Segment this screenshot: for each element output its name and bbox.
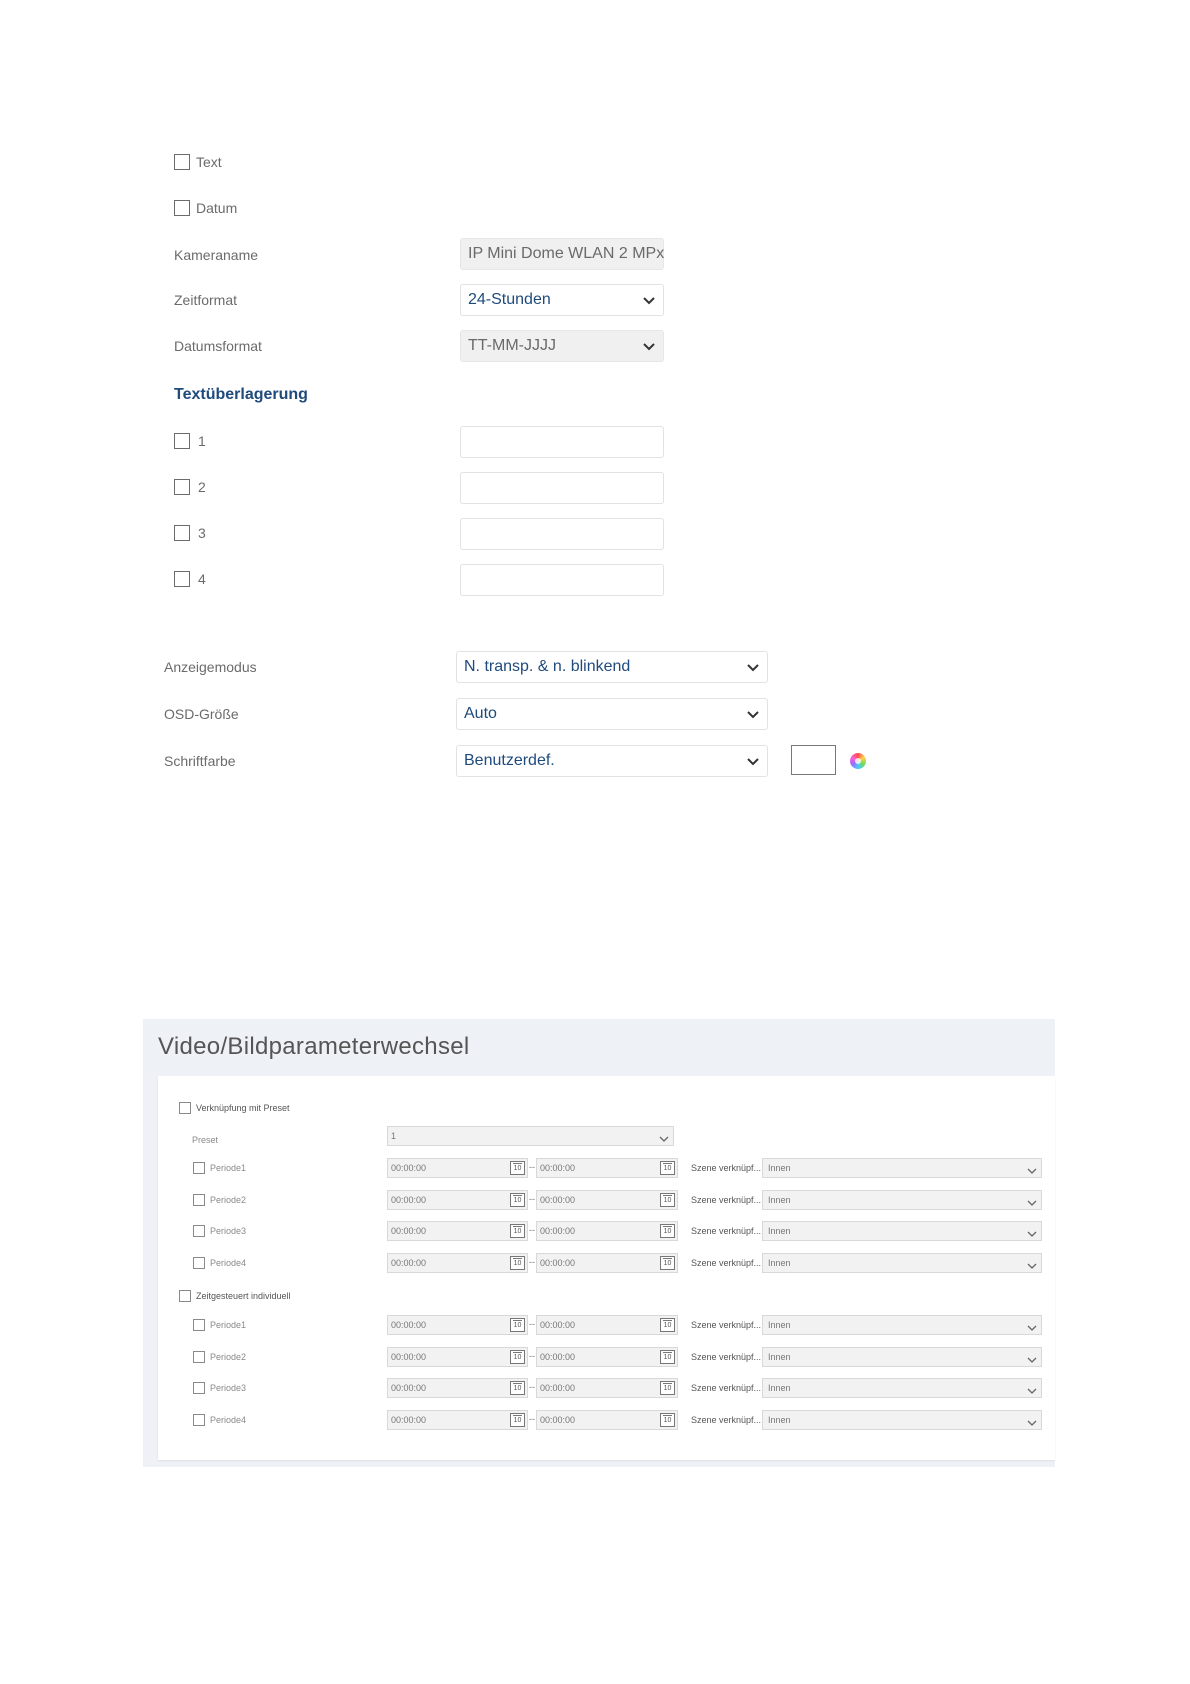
chevron-down-icon <box>1027 1258 1037 1268</box>
scene-link-label: Szene verknüpf... <box>691 1352 762 1362</box>
calendar-icon[interactable]: 10 <box>510 1318 525 1332</box>
period-label: Periode3 <box>210 1383 247 1393</box>
period-start-input[interactable] <box>387 1190 528 1210</box>
chevron-down-icon <box>1027 1352 1037 1362</box>
scene-value: Innen <box>768 1258 791 1268</box>
calendar-icon[interactable]: 10 <box>510 1256 525 1270</box>
period-start-input[interactable] <box>387 1378 528 1398</box>
scene-link-label: Szene verknüpf... <box>691 1195 762 1205</box>
period-end-input[interactable] <box>536 1315 678 1335</box>
overlay-4-checkbox[interactable] <box>174 571 190 587</box>
schriftfarbe-value: Benutzerdef. <box>464 752 555 769</box>
period-start-value: 00:00:00 <box>391 1415 427 1425</box>
chevron-down-icon <box>1027 1163 1037 1173</box>
period-end-value: 00:00:00 <box>540 1320 576 1330</box>
period-end-value: 00:00:00 <box>540 1163 576 1173</box>
schriftfarbe-select[interactable] <box>456 745 768 777</box>
datumsformat-value: TT-MM-JJJJ <box>468 337 556 354</box>
range-dash: -- <box>529 1194 535 1204</box>
chevron-down-icon <box>1027 1383 1037 1393</box>
scene-select[interactable] <box>762 1347 1042 1367</box>
scene-value: Innen <box>768 1320 791 1330</box>
scene-select[interactable] <box>762 1315 1042 1335</box>
chevron-down-icon <box>642 294 656 308</box>
period-start-input[interactable] <box>387 1221 528 1241</box>
chevron-down-icon <box>746 755 760 769</box>
calendar-icon[interactable]: 10 <box>510 1350 525 1364</box>
calendar-icon[interactable]: 10 <box>660 1224 675 1238</box>
period-checkbox[interactable] <box>193 1382 205 1394</box>
period-end-value: 00:00:00 <box>540 1383 576 1393</box>
period-start-value: 00:00:00 <box>391 1258 427 1268</box>
scene-link-label: Szene verknüpf... <box>691 1226 762 1236</box>
period-start-value: 00:00:00 <box>391 1163 427 1173</box>
range-dash: -- <box>529 1319 535 1329</box>
scene-value: Innen <box>768 1226 791 1236</box>
period-end-value: 00:00:00 <box>540 1258 576 1268</box>
preset-link-checkbox[interactable] <box>179 1102 191 1114</box>
color-swatch[interactable] <box>791 745 836 775</box>
section-title-textueberlagerung: Textüberlagerung <box>174 386 308 403</box>
scene-link-label: Szene verknüpf... <box>691 1415 762 1425</box>
scene-link-label: Szene verknüpf... <box>691 1383 762 1393</box>
chevron-down-icon <box>746 661 760 675</box>
calendar-icon[interactable]: 10 <box>510 1413 525 1427</box>
calendar-icon[interactable]: 10 <box>510 1161 525 1175</box>
text-label: Text <box>196 154 222 170</box>
chevron-down-icon <box>1027 1320 1037 1330</box>
period-start-input[interactable] <box>387 1253 528 1273</box>
period-checkbox[interactable] <box>193 1194 205 1206</box>
period-start-input[interactable] <box>387 1347 528 1367</box>
overlay-2-label: 2 <box>198 479 206 495</box>
period-label: Periode1 <box>210 1320 247 1330</box>
period-start-value: 00:00:00 <box>391 1352 427 1362</box>
period-end-value: 00:00:00 <box>540 1226 576 1236</box>
overlay-2-checkbox[interactable] <box>174 479 190 495</box>
period-start-value: 00:00:00 <box>391 1226 427 1236</box>
range-dash: -- <box>529 1351 535 1361</box>
scene-select[interactable] <box>762 1158 1042 1178</box>
osd-groesse-label: OSD-Größe <box>164 706 239 722</box>
overlay-4-input[interactable] <box>460 564 664 596</box>
datumsformat-label: Datumsformat <box>174 338 262 354</box>
scene-value: Innen <box>768 1415 791 1425</box>
schriftfarbe-label: Schriftfarbe <box>164 753 236 769</box>
osd-groesse-value: Auto <box>464 705 497 722</box>
anzeigemodus-value: N. transp. & n. blinkend <box>464 658 631 675</box>
chevron-down-icon <box>1027 1226 1037 1236</box>
calendar-icon[interactable]: 10 <box>660 1161 675 1175</box>
period-end-input[interactable] <box>536 1253 678 1273</box>
overlay-3-checkbox[interactable] <box>174 525 190 541</box>
panel-title: Video/Bildparameterwechsel <box>158 1033 470 1060</box>
period-start-value: 00:00:00 <box>391 1195 427 1205</box>
range-dash: -- <box>529 1414 535 1424</box>
chevron-down-icon <box>1027 1415 1037 1425</box>
scene-link-label: Szene verknüpf... <box>691 1163 762 1173</box>
preset-select[interactable] <box>387 1126 674 1146</box>
calendar-icon[interactable]: 10 <box>660 1256 675 1270</box>
datum-checkbox[interactable] <box>174 200 190 216</box>
overlay-2-input[interactable] <box>460 472 664 504</box>
timed-label: Zeitgesteuert individuell <box>196 1291 291 1301</box>
datumsformat-select[interactable] <box>460 330 664 362</box>
period-start-value: 00:00:00 <box>391 1320 427 1330</box>
period-end-value: 00:00:00 <box>540 1195 576 1205</box>
anzeigemodus-select[interactable] <box>456 651 768 683</box>
osd-groesse-select[interactable] <box>456 698 768 730</box>
period-start-input[interactable] <box>387 1410 528 1430</box>
overlay-3-label: 3 <box>198 525 206 541</box>
anzeigemodus-label: Anzeigemodus <box>164 659 257 675</box>
preset-link-label: Verknüpfung mit Preset <box>196 1103 290 1113</box>
calendar-icon[interactable]: 10 <box>660 1193 675 1207</box>
zeitformat-label: Zeitformat <box>174 292 238 308</box>
range-dash: -- <box>529 1257 535 1267</box>
range-dash: -- <box>529 1162 535 1172</box>
color-wheel-icon[interactable] <box>850 753 866 769</box>
period-checkbox[interactable] <box>193 1257 205 1269</box>
period-label: Periode2 <box>210 1195 247 1205</box>
period-end-input[interactable] <box>536 1190 678 1210</box>
period-start-value: 00:00:00 <box>391 1383 427 1393</box>
period-checkbox[interactable] <box>193 1351 205 1363</box>
period-label: Periode4 <box>210 1415 247 1425</box>
calendar-icon[interactable]: 10 <box>660 1381 675 1395</box>
scene-link-label: Szene verknüpf... <box>691 1258 762 1268</box>
period-checkbox[interactable] <box>193 1162 205 1174</box>
preset-label: Preset <box>192 1135 219 1145</box>
calendar-icon[interactable]: 10 <box>660 1413 675 1427</box>
scene-select[interactable] <box>762 1410 1042 1430</box>
period-checkbox[interactable] <box>193 1225 205 1237</box>
scene-value: Innen <box>768 1352 791 1362</box>
scene-value: Innen <box>768 1383 791 1393</box>
period-label: Periode2 <box>210 1352 247 1362</box>
period-end-value: 00:00:00 <box>540 1352 576 1362</box>
range-dash: -- <box>529 1382 535 1392</box>
period-checkbox[interactable] <box>193 1414 205 1426</box>
panel-body <box>158 1076 1055 1460</box>
period-label: Periode4 <box>210 1258 247 1268</box>
calendar-icon[interactable]: 10 <box>660 1350 675 1364</box>
zeitformat-value: 24-Stunden <box>468 291 551 308</box>
calendar-icon[interactable]: 10 <box>510 1193 525 1207</box>
scene-select[interactable] <box>762 1190 1042 1210</box>
kameraname-label: Kameraname <box>174 247 259 263</box>
scene-select[interactable] <box>762 1221 1042 1241</box>
period-label: Periode1 <box>210 1163 247 1173</box>
zeitformat-select[interactable] <box>460 284 664 316</box>
period-end-input[interactable] <box>536 1158 678 1178</box>
period-end-input[interactable] <box>536 1410 678 1430</box>
range-dash: -- <box>529 1225 535 1235</box>
overlay-1-input[interactable] <box>460 426 664 458</box>
scene-value: Innen <box>768 1163 791 1173</box>
calendar-icon[interactable]: 10 <box>510 1224 525 1238</box>
scene-select[interactable] <box>762 1253 1042 1273</box>
preset-value: 1 <box>391 1131 397 1141</box>
overlay-4-label: 4 <box>198 571 206 587</box>
chevron-down-icon <box>642 340 656 354</box>
period-checkbox[interactable] <box>193 1319 205 1331</box>
period-start-input[interactable] <box>387 1158 528 1178</box>
period-label: Periode3 <box>210 1226 247 1236</box>
kameraname-field[interactable] <box>460 238 664 270</box>
period-end-input[interactable] <box>536 1347 678 1367</box>
chevron-down-icon <box>746 708 760 722</box>
scene-value: Innen <box>768 1195 791 1205</box>
period-end-input[interactable] <box>536 1378 678 1398</box>
overlay-1-checkbox[interactable] <box>174 433 190 449</box>
calendar-icon[interactable]: 10 <box>510 1381 525 1395</box>
period-end-input[interactable] <box>536 1221 678 1241</box>
chevron-down-icon <box>659 1131 669 1141</box>
timed-checkbox[interactable] <box>179 1290 191 1302</box>
video-parameter-panel <box>143 1019 1055 1467</box>
overlay-3-input[interactable] <box>460 518 664 550</box>
text-checkbox[interactable] <box>174 154 190 170</box>
overlay-1-label: 1 <box>198 433 206 449</box>
datum-label: Datum <box>196 200 238 216</box>
period-end-value: 00:00:00 <box>540 1415 576 1425</box>
scene-link-label: Szene verknüpf... <box>691 1320 762 1330</box>
chevron-down-icon <box>1027 1195 1037 1205</box>
kameraname-value: IP Mini Dome WLAN 2 MPx <box>468 245 665 262</box>
scene-select[interactable] <box>762 1378 1042 1398</box>
calendar-icon[interactable]: 10 <box>660 1318 675 1332</box>
period-start-input[interactable] <box>387 1315 528 1335</box>
